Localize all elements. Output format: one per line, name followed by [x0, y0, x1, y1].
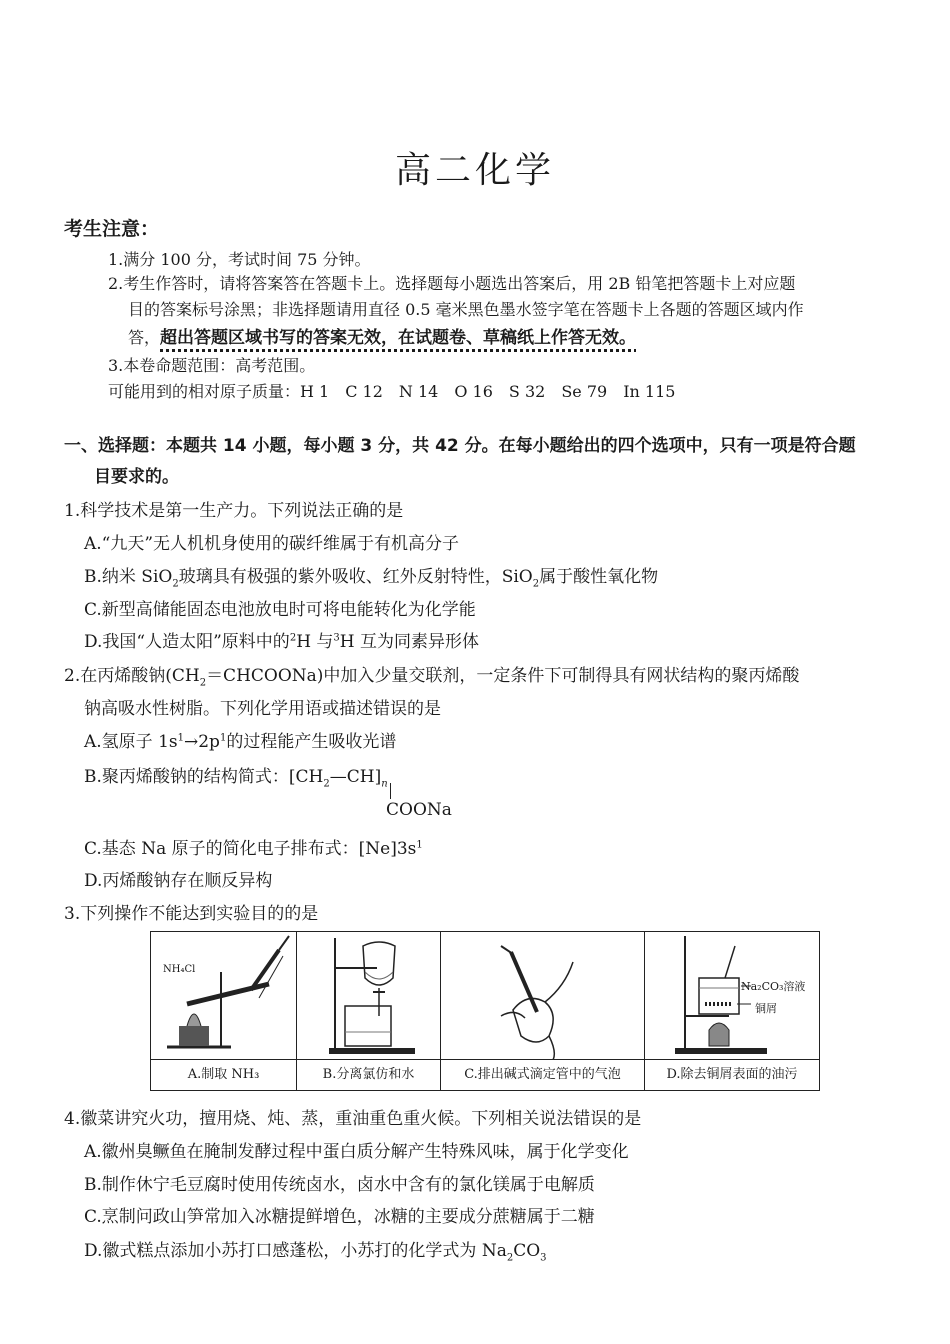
label-na2co3-solution: Na₂CO₃溶液 [741, 980, 806, 993]
label-nh4cl: NH₄Cl [163, 964, 196, 975]
q2-b-formula-a: CH [295, 767, 324, 787]
superscript: 1 [219, 732, 227, 744]
q2-stem-line1 [64, 661, 799, 688]
atomic-masses: 可能用到的相对原子质量：H 1 C 12 N 14 O 16 S 32 Se 79 In 115 [108, 382, 676, 401]
q2-a-text3: 的过程能产生吸收光谱 [226, 732, 397, 752]
polymer-bracket-left: [ [288, 767, 296, 787]
subscript: 2 [323, 778, 330, 790]
q1-d-text1: D.我国“人造太阳”原料中的 [84, 632, 290, 652]
notice-item-3: 3.本卷命题范围：高考范围。 [108, 356, 316, 375]
q4-d-text1: D.徽式糕点添加小苏打口感蓬松，小苏打的化学式为 Na [84, 1241, 507, 1261]
notice-item-1: 1.满分 100 分，考试时间 75 分钟。 [108, 250, 371, 269]
subscript: 2 [172, 578, 179, 590]
q1-b-text3: 属于酸性氧化物 [539, 567, 659, 587]
figure-a [151, 932, 297, 1090]
subscript-n: n [381, 778, 388, 790]
superscript: 2 [289, 632, 297, 644]
notice-item-2-line1: 2.考生作答时，请将答案答在答题卡上。选择题每小题选出答案后，用 2B 铅笔把答题卡上对应题 [108, 274, 796, 293]
q4-option-b: B.制作休宁毛豆腐时使用传统卤水，卤水中含有的氯化镁属于电解质 [84, 1175, 595, 1195]
q1-option-c: C.新型高储能固态电池放电时可将电能转化为化学能 [84, 600, 476, 620]
superscript: 1 [416, 839, 423, 851]
q4-stem: 4.徽菜讲究火功，擅用烧、炖、蒸，重油重色重火候。下列相关说法错误的是 [64, 1109, 642, 1129]
q2-option-d: D.丙烯酸钠存在顺反异构 [84, 871, 273, 891]
q2-a-text2: →2p [184, 732, 220, 752]
q1-d-text2: H 与 [296, 632, 334, 652]
q1-stem: 1.科学技术是第一生产力。下列说法正确的是 [64, 501, 404, 521]
notice-item-2-line3 [128, 323, 636, 348]
caption-d: D.除去铜屑表面的油污 [645, 1059, 819, 1090]
section-heading-line2: 目要求的。 [94, 467, 179, 487]
label-copper-scraps: 铜屑 [755, 1002, 777, 1015]
q2-option-b [84, 762, 388, 789]
q2-stem-text1: 2.在丙烯酸钠(CH [64, 666, 200, 686]
polymer-bracket-right: ] [374, 767, 382, 787]
q3-stem: 3.下列操作不能达到实验目的的是 [64, 904, 319, 924]
q2-a-text1: A.氢原子 1s [84, 732, 178, 752]
superscript: 1 [177, 732, 184, 744]
q2-b-text: B.聚丙烯酸钠的结构简式： [84, 767, 289, 787]
q4-d-text2: CO [513, 1241, 541, 1261]
page-title: 高二化学 [394, 150, 555, 191]
q4-option-c: C.烹制问政山笋常加入冰糖提鲜增色，冰糖的主要成分蔗糖属于二糖 [84, 1207, 595, 1227]
apparatus-d-illustration [645, 932, 819, 1060]
apparatus-a-illustration [151, 932, 297, 1060]
q2-stem-text2: ＝CHCOONa)中加入少量交联剂，一定条件下可制得具有网状结构的聚丙烯酸 [206, 666, 800, 686]
q1-option-a: A.“九天”无人机机身使用的碳纤维属于有机高分子 [84, 534, 460, 554]
q2-b-formula-b: —CH [329, 767, 375, 787]
caption-a: A.制取 NH₃ [151, 1059, 296, 1090]
q1-b-text1: B.纳米 SiO [84, 567, 173, 587]
figure-c [441, 932, 645, 1090]
q2-option-c [84, 834, 423, 859]
subscript: 2 [199, 677, 207, 689]
notice-item-2-prefix: 答， [128, 328, 161, 347]
q1-option-d [84, 627, 479, 652]
q2-stem-line2: 钠高吸水性树脂。下列化学用语或描述错误的是 [84, 699, 441, 719]
branch-bond [390, 783, 391, 799]
subscript: 2 [506, 1252, 514, 1264]
notice-heading: 考生注意： [64, 218, 160, 240]
apparatus-b-illustration [297, 932, 441, 1060]
q3-figure-table [150, 931, 820, 1091]
caption-c: C.排出碱式滴定管中的气泡 [441, 1059, 644, 1090]
caption-b: B.分离氯仿和水 [297, 1059, 440, 1090]
q1-d-text3: H 互为同素异形体 [339, 632, 480, 652]
q2-c-text: C.基态 Na 原子的简化电子排布式：[Ne]3s [84, 839, 417, 859]
superscript: 3 [333, 632, 340, 644]
q4-option-a: A.徽州臭鳜鱼在腌制发酵过程中蛋白质分解产生特殊风味，属于化学变化 [84, 1142, 629, 1162]
q2-branch-coona: COONa [386, 800, 452, 820]
q1-option-b [84, 562, 658, 589]
subscript: 2 [532, 578, 540, 590]
section-heading-line1: 一、选择题：本题共 14 小题，每小题 3 分，共 42 分。在每小题给出的四个选项中，只有一项是符合题 [64, 436, 856, 456]
apparatus-c-illustration [441, 932, 645, 1060]
q1-b-text2: 玻璃具有极强的紫外吸收、红外反射特性，SiO [178, 567, 533, 587]
figure-b [297, 932, 441, 1090]
q2-option-a [84, 727, 396, 752]
subscript: 3 [540, 1252, 547, 1264]
notice-warning: 超出答题区域书写的答案无效，在试题卷、草稿纸上作答无效。 [160, 328, 637, 348]
q4-option-d [84, 1236, 547, 1263]
notice-item-2-line2: 目的答案标号涂黑；非选择题请用直径 0.5 毫米黑色墨水签字笔在答题卡上各题的答题区域内作 [128, 300, 804, 319]
figure-d [645, 932, 819, 1090]
